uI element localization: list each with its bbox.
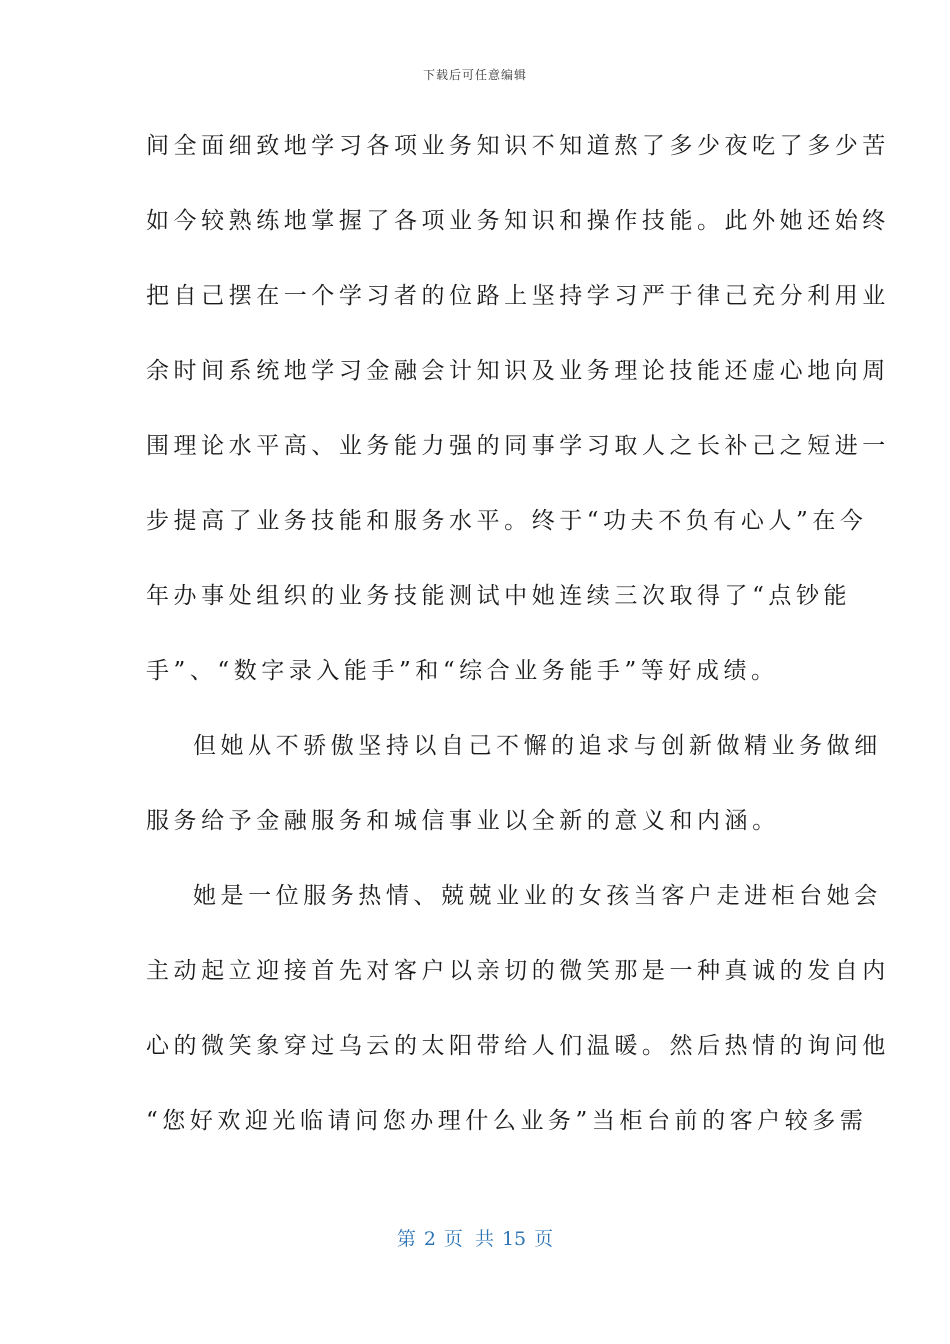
footer-suffix: 页 — [534, 1228, 554, 1250]
text-line: 步提高了业务技能和服务水平。终于“功夫不负有心人”在今 — [146, 508, 868, 534]
text-line: 如今较熟练地掌握了各项业务知识和操作技能。此外她还始终 — [146, 208, 890, 234]
text-line: 主动起立迎接首先对客户以亲切的微笑那是一种真诚的发自内 — [146, 958, 890, 984]
text-line: 把自己摆在一个学习者的位路上坚持学习严于律己充分利用业 — [146, 283, 890, 309]
text-line: “您好欢迎光临请问您办理什么业务”当柜台前的客户较多需 — [146, 1108, 868, 1134]
text-line: 手”、“数字录入能手”和“综合业务能手”等好成绩。 — [146, 658, 779, 684]
text-line: 服务给予金融服务和城信事业以全新的意义和内涵。 — [146, 808, 780, 834]
footer-prefix: 第 — [396, 1228, 416, 1250]
current-page-number: 2 — [423, 1228, 436, 1250]
text-line: 围理论水平高、业务能力强的同事学习取人之长补己之短进一 — [146, 433, 890, 459]
text-line: 心的微笑象穿过乌云的太阳带给人们温暖。然后热情的询问他 — [146, 1033, 890, 1059]
paragraph-first-line: 但她从不骄傲坚持以自己不懈的追求与创新做精业务做细 — [193, 733, 882, 759]
document-body — [146, 118, 890, 1168]
total-page-count: 15 — [501, 1228, 527, 1250]
page-number-footer — [0, 1224, 950, 1251]
text-line: 年办事处组织的业务技能测试中她连续三次取得了“点钞能 — [146, 583, 852, 609]
text-line: 余时间系统地学习金融会计知识及业务理论技能还虚心地向周 — [146, 358, 890, 384]
text-line: 间全面细致地学习各项业务知识不知道熬了多少夜吃了多少苦 — [146, 133, 890, 159]
paragraph-first-line: 她是一位服务热情、兢兢业业的女孩当客户走进柜台她会 — [193, 883, 882, 909]
footer-middle: 页 共 — [443, 1228, 494, 1250]
page-header-note: 下载后可任意编辑 — [422, 68, 527, 82]
